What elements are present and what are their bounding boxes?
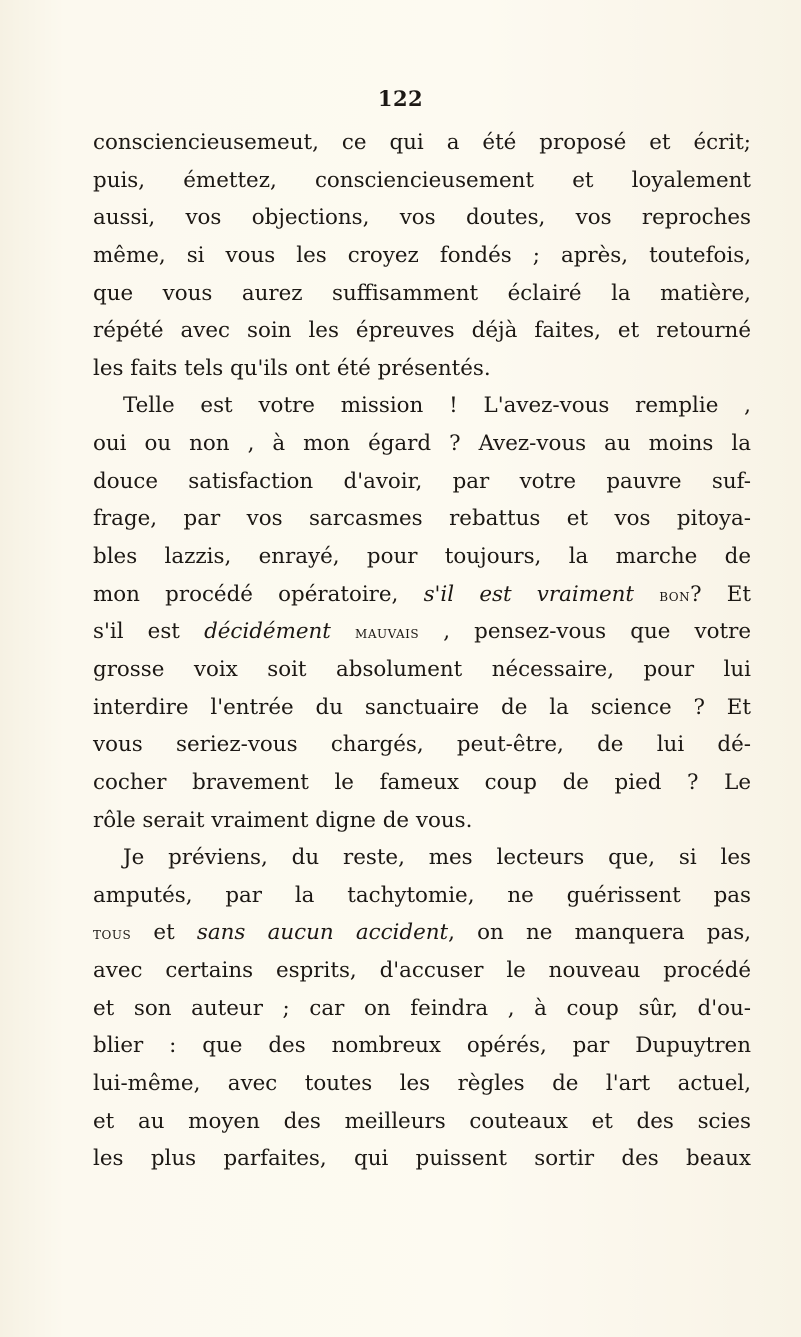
text-line-22 <box>93 914 751 952</box>
line-14-smallcaps: mauvais <box>355 623 420 644</box>
line-13-pre: mon procédé opératoire, <box>93 581 399 607</box>
text-line-24: et son auteur ; car on feindra , à coup sûr, d'ou- <box>93 995 751 1021</box>
text-line-12: bles lazzis, enrayé, pour toujours, la marche de <box>93 544 751 570</box>
line-14-italic: décidément <box>204 619 331 645</box>
text-line-28: les plus parfaites, qui puissent sortir des beaux <box>93 1146 751 1172</box>
text-line-6: répété avec soin les épreuves déjà faites, et retourné <box>93 318 751 344</box>
body-text <box>93 124 751 1178</box>
text-line-19: rôle serait vraiment digne de vous. <box>93 807 473 833</box>
text-line-21: amputés, par la tachytomie, ne guérissent pas <box>93 882 751 908</box>
text-line-16: interdire l'entrée du sanctuaire de la science ? Et <box>93 694 751 720</box>
text-line-17: vous seriez-vous chargés, peut-être, de lui dé- <box>93 732 751 758</box>
text-line-2: puis, émettez, consciencieusement et loyalement <box>93 167 751 193</box>
text-line-7: les faits tels qu'ils ont été présentés. <box>93 355 491 381</box>
text-line-1: consciencieusemeut, ce qui a été proposé et écrit; <box>93 130 751 155</box>
text-line-14 <box>93 613 751 651</box>
text-line-3: aussi, vos objections, vos doutes, vos reproches <box>93 205 751 231</box>
text-line-5: que vous aurez suffisamment éclairé la matière, <box>93 280 751 306</box>
line-13-smallcaps: bon <box>659 585 691 606</box>
text-line-9: oui ou non , à mon égard ? Avez-vous au moins la <box>93 431 751 457</box>
text-line-4: même, si vous les croyez fondés ; après, toutefois, <box>93 242 751 268</box>
text-line-11: frage, par vos sarcasmes rebattus et vos pitoya- <box>93 506 751 532</box>
text-line-27: et au moyen des meilleurs couteaux et des scies <box>93 1108 751 1134</box>
text-line-13 <box>93 576 751 614</box>
line-22-italic: sans aucun accident <box>196 920 449 946</box>
text-line-15: grosse voix soit absolument nécessaire, pour lui <box>93 656 751 682</box>
line-13-italic: s'il est vraiment <box>423 581 634 607</box>
line-22-post: , on ne manquera pas, <box>448 920 751 946</box>
line-14-post: , pensez-vous que votre <box>443 619 751 645</box>
line-13-post: ? Et <box>690 581 751 607</box>
text-line-25: blier : que des nombreux opérés, par Dupuytren <box>93 1033 751 1059</box>
line-22-mid: et <box>153 920 175 946</box>
text-line-23: avec certains esprits, d'accuser le nouveau procédé <box>93 958 751 984</box>
text-line-26: lui-même, avec toutes les règles de l'art actuel, <box>93 1071 751 1097</box>
text-line-10: douce satisfaction d'avoir, par votre pauvre suf- <box>93 468 751 494</box>
page-number: 122 <box>377 86 424 111</box>
text-line-8: Telle est votre mission ! L'avez-vous remplie , <box>123 393 751 419</box>
line-14-pre: s'il est <box>93 619 180 645</box>
text-line-18: cocher bravement le fameux coup de pied ? Le <box>93 769 751 795</box>
text-line-20: Je préviens, du reste, mes lecteurs que, si les <box>123 845 751 871</box>
line-22-smallcaps: tous <box>93 924 132 945</box>
